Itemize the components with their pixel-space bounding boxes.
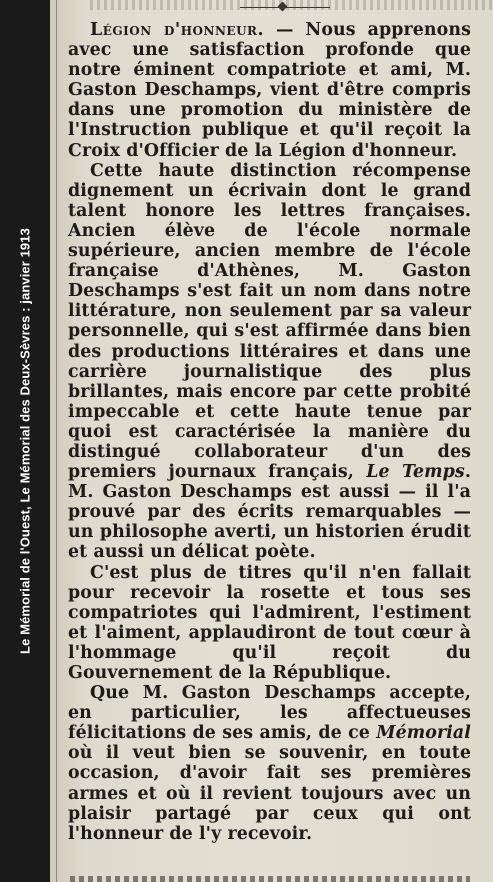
ink-bleed-bottom xyxy=(70,876,470,882)
paragraph-4-text-a: Que M. Gaston Deschamps accepte, en particulier, les affectueuses félicitations de ses amis, de ce xyxy=(68,683,471,744)
paragraph-3: C'est plus de titres qu'il n'en fallait pour recevoir la rosette et tous ses compatriotes qui l'admirent, l'estiment et l'aiment, applaudiront de tout cœur à l'hommage qu'il reçoit du Gouvernement de la République. xyxy=(68,562,471,683)
paragraph-1 xyxy=(68,20,471,161)
newspaper-title: Le Temps xyxy=(366,462,465,483)
paragraph-4 xyxy=(68,683,471,844)
sidebar xyxy=(0,0,50,882)
paragraph-2-text-b: . M. Gaston Deschamps est aussi — il l'a prouvé par des écrits remarquables — un philosophe averti, un historien érudit et aussi un délicat poète. xyxy=(68,462,471,563)
paragraph-2-text-a: Cette haute distinction récompense dignement un écrivain dont le grand talent honore les lettres françaises. Ancien élève de l'école normale supérieure, ancien membre de l'école française d'Athènes, M. Gaston Deschamps s'est fait un nom dans notre littérature, non seulement par sa valeur personnelle, qui s'est affirmée dans bien des productions littéraires et dans une carrière journalistique des plus brillantes, mais encore par cette probité impeccable et cette haute tenue par quoi est caractérisée la manière du distingué collaborateur d'un des premiers journaux français, xyxy=(68,160,471,483)
newspaper-page xyxy=(50,0,493,882)
article-heading: Légion d'honneur. xyxy=(90,20,265,40)
paragraph-1-text: — Nous apprenons avec une satisfaction profonde que notre éminent compatriote et ami, M. Gaston Deschamps, vient d'être compris dans une promotion du ministère de l'Instruction publique et qu'il reçoit la Croix d'Officier de la Légion d'honneur. xyxy=(68,20,471,161)
paragraph-4-text-b: où il veut bien se souvenir, en toute occasion, d'avoir fait ses premières armes et où il revient toujours avec un plaisir partagé par ceux qui ont l'honneur de l'y recevoir. xyxy=(68,743,471,844)
source-caption: Le Mémorial de l'Ouest, Le Mémorial des Deux-Sèvres : janvier 1913 xyxy=(17,228,33,654)
article xyxy=(68,20,471,844)
memorial-title: Mémorial xyxy=(376,723,471,744)
column-rule xyxy=(56,0,57,882)
paragraph-2 xyxy=(68,161,471,563)
ornament-divider xyxy=(240,6,330,10)
